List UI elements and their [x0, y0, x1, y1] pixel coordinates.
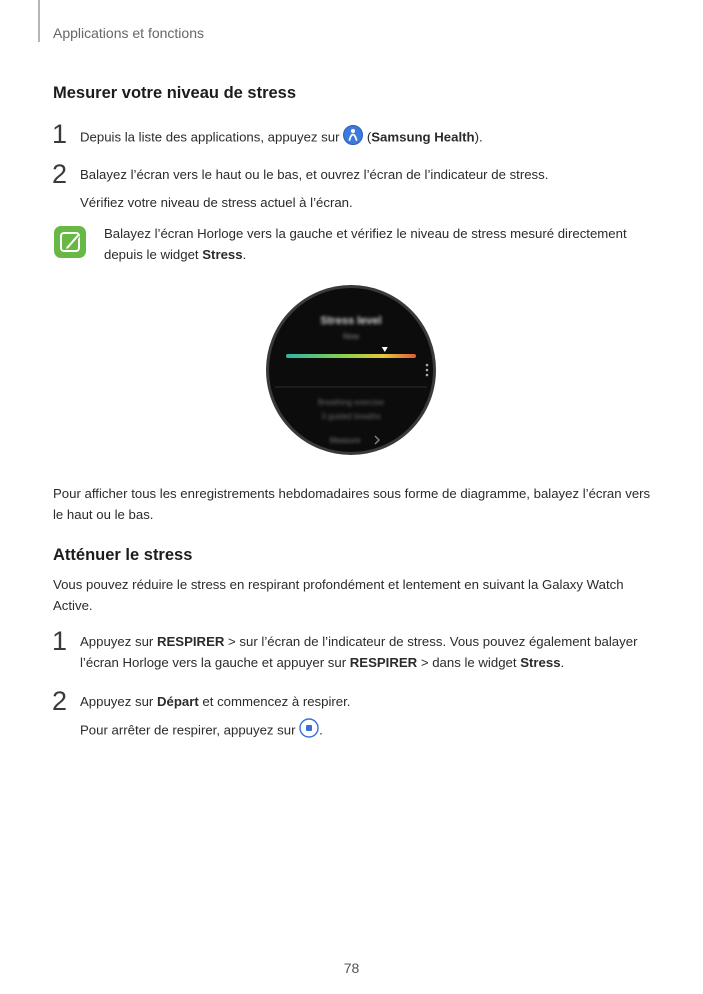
watch-line2: 3 guided breaths — [321, 412, 381, 421]
page-number: 78 — [343, 960, 360, 976]
step-text-part: Appuyez sur — [80, 634, 157, 649]
chevron-right-icon[interactable] — [375, 436, 379, 444]
header-rule — [38, 0, 40, 42]
more-options-icon[interactable] — [426, 364, 429, 367]
start-label: Départ — [156, 694, 199, 709]
stress-level-bar — [286, 354, 416, 358]
step-text — [80, 718, 680, 745]
page-header: Applications et fonctions — [53, 25, 204, 41]
watch-subtitle: Now — [342, 332, 360, 341]
step-text-part: Depuis la liste des applications, appuyez sur — [80, 129, 344, 145]
paragraph: Vous pouvez réduire le stress en respirant profondément et lentement en suivant la Galaxy Watch Active. — [53, 577, 624, 613]
step-text — [80, 125, 680, 152]
watch-title: Stress level — [320, 315, 382, 327]
step-text — [80, 692, 680, 713]
breathe-label: RESPIRER — [349, 654, 418, 670]
widget-name: Stress — [520, 654, 561, 670]
step-number: 2 — [52, 686, 68, 716]
stop-icon — [299, 718, 319, 745]
note-text-part: Balayez l’écran Horloge vers la gauche et vérifiez le niveau de stress mesuré directement depuis le widget — [104, 226, 627, 262]
step-number: 1 — [52, 626, 68, 656]
watch-screen-image — [266, 285, 436, 455]
step-text: Vérifiez votre niveau de stress actuel à l’écran. — [80, 195, 353, 210]
app-name: Samsung Health — [371, 129, 475, 145]
step-text-part: . — [560, 654, 565, 670]
step-text-part: ). — [474, 129, 483, 145]
samsung-health-app-icon — [343, 125, 363, 152]
watch-line1: Breathing exercise — [317, 398, 385, 407]
step-text-part: Pour arrêter de respirer, appuyez sur — [80, 722, 300, 738]
step-number: 2 — [52, 159, 68, 189]
step-text-part: Appuyez sur — [80, 694, 157, 709]
note-text-part: . — [242, 246, 247, 262]
section-heading-measure: Mesurer votre niveau de stress — [53, 84, 297, 102]
step-number: 1 — [52, 119, 68, 149]
breathe-label: RESPIRER — [156, 634, 225, 649]
note-icon — [54, 226, 86, 258]
more-options-icon[interactable] — [426, 369, 429, 372]
step-text — [80, 632, 652, 673]
step-text-part: et commencez à respirer. — [198, 694, 351, 709]
paragraph: Pour afficher tous les enregistrements hebdomadaires sous forme de diagramme, balayez l’écran vers le haut ou le bas. — [53, 486, 651, 522]
step-text-part: . — [319, 722, 323, 738]
widget-name: Stress — [202, 246, 243, 262]
note-text — [104, 224, 644, 265]
stress-level-marker — [382, 347, 388, 352]
more-options-icon[interactable] — [426, 374, 429, 377]
step-text: Balayez l’écran vers le haut ou le bas, et ouvrez l’écran de l’indicateur de stress. — [80, 167, 549, 182]
section-heading-reduce: Atténuer le stress — [53, 546, 193, 564]
step-text-part: ( — [366, 129, 372, 145]
step-text-part: > sur l’écran de l’indicateur de stress. Vous pouvez également balayer l’écran Horloge vers la gauche et appuyer sur — [80, 634, 638, 670]
step-text-part: > dans le widget — [417, 654, 521, 670]
watch-link[interactable]: Measure — [329, 436, 361, 445]
